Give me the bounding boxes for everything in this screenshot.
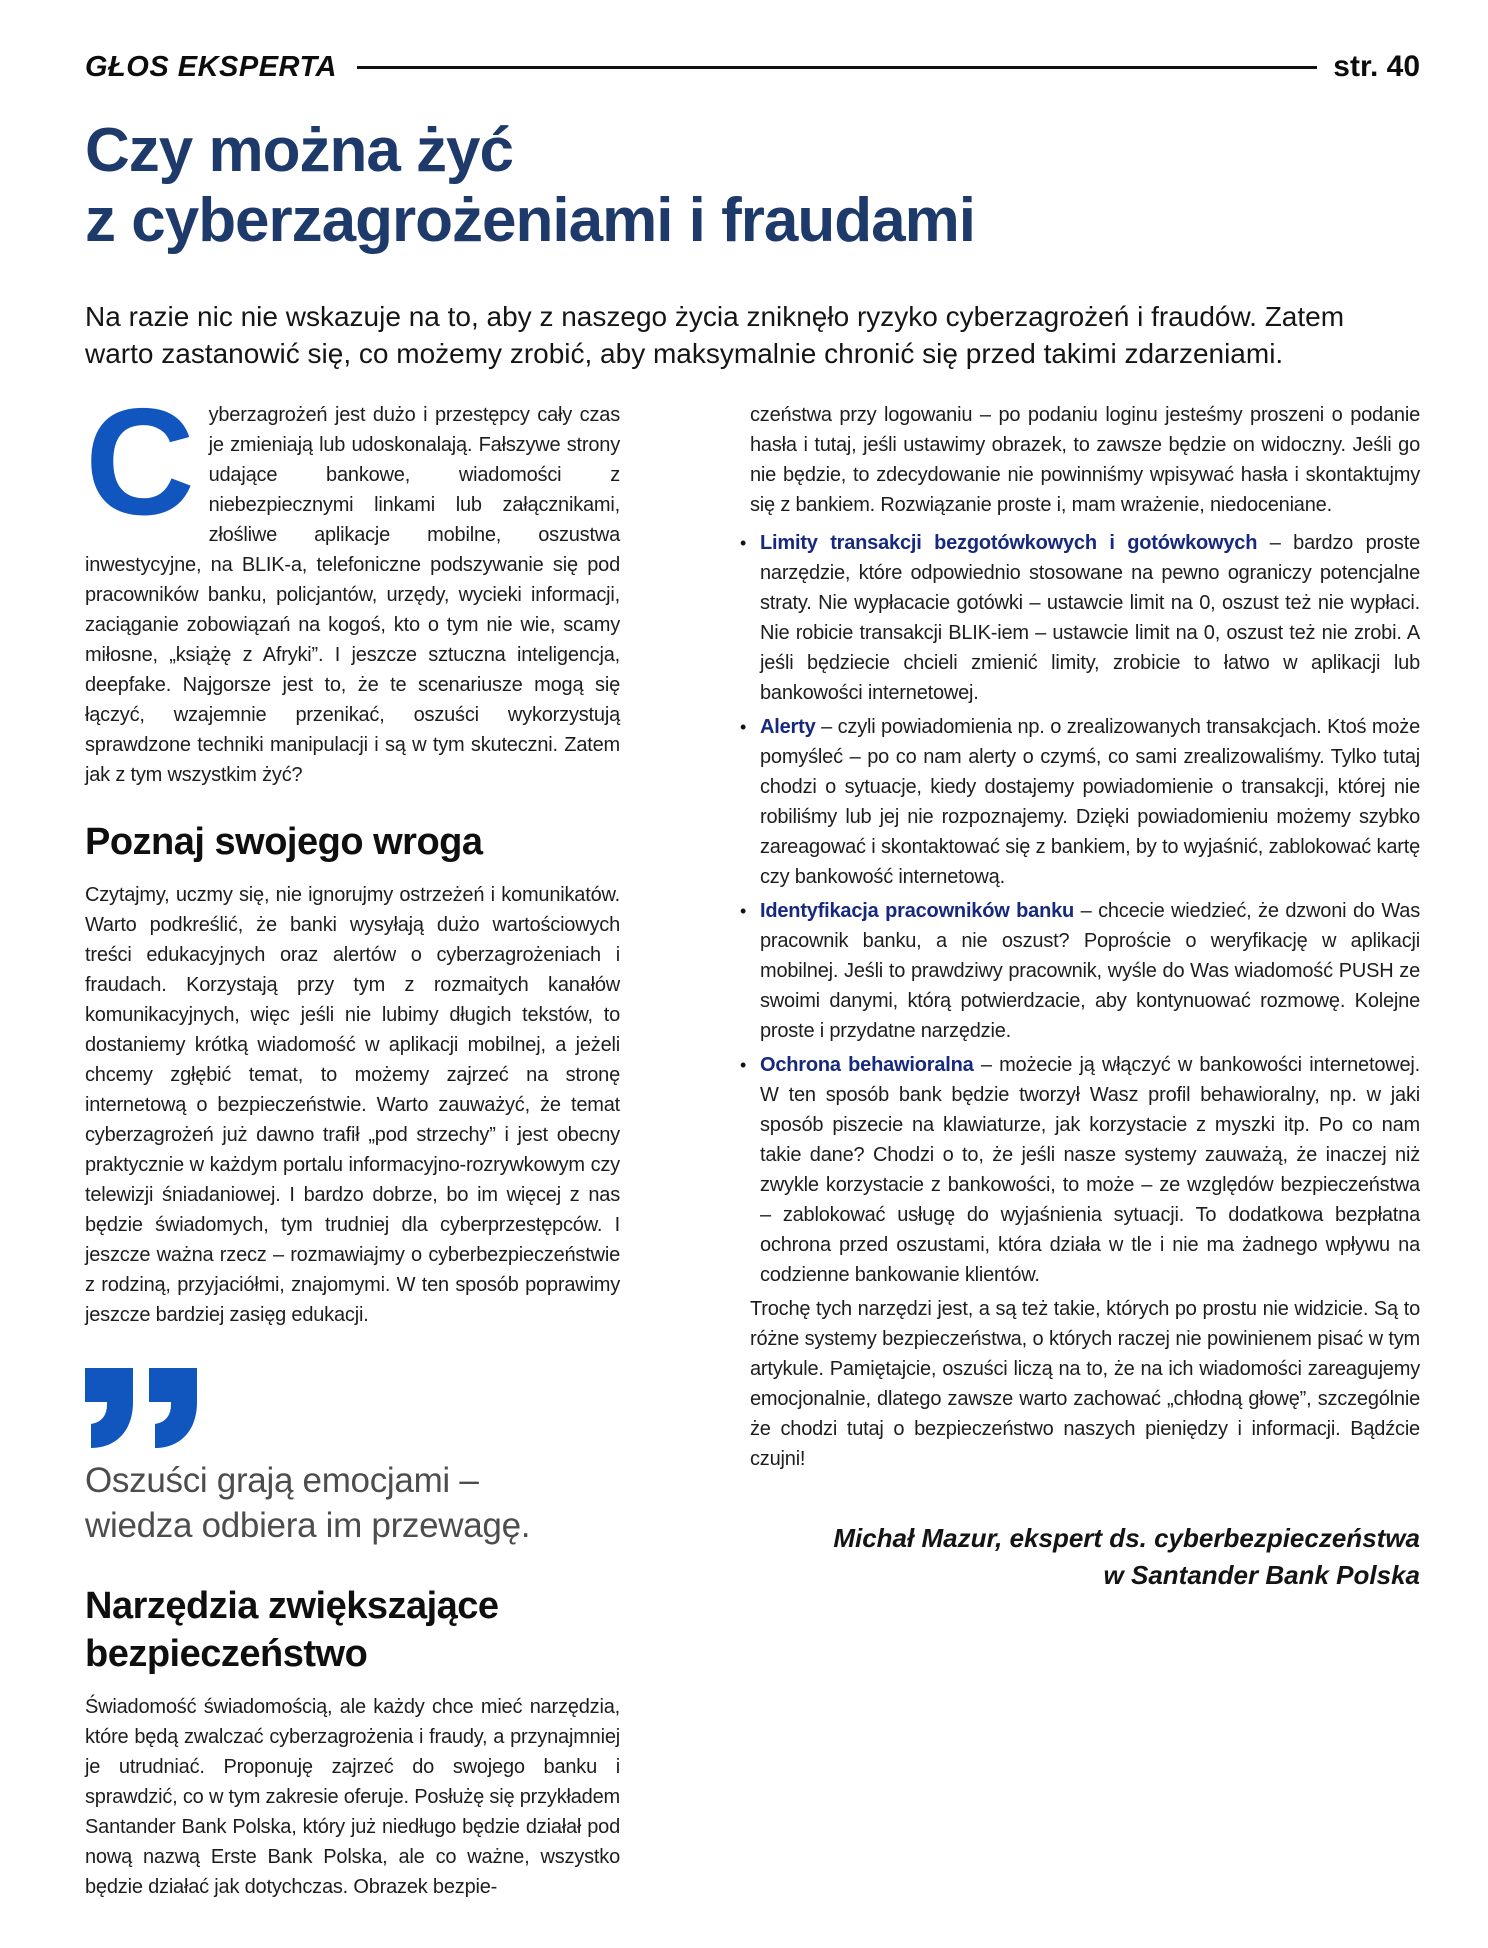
section-heading-know-your-enemy: Poznaj swojego wroga	[85, 820, 483, 863]
bullet-lead: Ochrona behawioralna	[760, 1053, 974, 1076]
security-tools-list	[750, 528, 1420, 1290]
list-item-behavioral-protection	[760, 1050, 1420, 1290]
right-column	[750, 400, 1420, 1902]
awareness-paragraph: Świadomość świadomością, ale każdy chce mieć narzędzia, które będą zwalczać cyberzagrożenia i fraudy, a przynajmniej je utrudniać. Proponuję zajrzeć do swojego banku i sprawdzić, co w tym zakresie oferuje. Posłużę się przykładem Santander Bank Polska, który już niedługo będzie działał pod nową nazwą Erste Bank Polska, ale co ważne, wszystko będzie działać jak dotychczas. Obrazek bezpie-	[85, 1695, 620, 1898]
bullet-text: – czyli powiadomienia np. o zrealizowanych transakcjach. Ktoś może pomyśleć – po co nam alerty o czymś, co sami zrealizowaliśmy. Tylko tutaj chodzi o sytuacje, kiedy dostajemy powiadomienie o transakcji, której nie robiliśmy lub jej nie rozpoznajemy. Dzięki powiadomieniu możemy szybko zareagować i skontaktować się z bankiem, by to wyjaśnić, zablokować kartę czy bankowość internetową.	[760, 715, 1420, 888]
pull-quote-text	[85, 1458, 620, 1548]
bullet-lead: Alerty	[760, 715, 816, 738]
quote-icon	[85, 1368, 203, 1448]
bullet-text: – możecie ją włączyć w bankowości internetowej. W ten sposób bank będzie tworzył Wasz profil behawioralny, np. w jaki sposób piszecie na klawiaturze, jak korzystacie z myszki itp. Po co nam takie dane? Chodzi o to, że jeśli nasze systemy zauważą, że inaczej niż zwykle korzystacie z bankowości, to może – ze względów bezpieczeństwa – zablokować usługę do wyjaśnienia sytuacji. To dodatkowa bezpłatna ochrona przed oszustami, która działa w tle i nie ma żadnego wpływu na codzienne bankowanie klientów.	[760, 1053, 1421, 1286]
bullet-lead: Limity transakcji bezgotówkowych i gotówkowych	[760, 531, 1258, 554]
title-line-2: z cyberzagrożeniami i fraudami	[85, 186, 975, 255]
lede-paragraph: Na razie nic nie wskazuje na to, aby z naszego życia zniknęło ryzyko cyberzagrożeń i fraudów. Zatem warto zastanowić się, co możemy zrobić, aby maksymalnie chronić się przed takimi zdarzeniami.	[85, 300, 1345, 369]
closing-paragraph: Trochę tych narzędzi jest, a są też takie, których po prostu nie widzicie. Są to różne systemy bezpieczeństwa, o których raczej nie powinienem pisać w tym artykule. Pamiętajcie, oszuści liczą na to, że na ich wiadomości zareagujemy emocjonalnie, dlatego zawsze warto zachować „chłodną głowę”, szczególnie że chodzi tutaj o bezpieczeństwo naszych pieniędzy i informacji. Bądźcie czujni!	[750, 1297, 1420, 1470]
bullet-text: – chcecie wiedzieć, że dzwoni do Was pracownik banku, a nie oszust? Poproście o weryfikację w aplikacji mobilnej. Jeśli to prawdziwy pracownik, wyśle do Was wiadomość PUSH ze swoimi danymi, którą potwierdzacie, aby kontynuować rozmowę. Kolejne proste i przydatne narzędzie.	[760, 899, 1420, 1042]
pull-quote-block	[85, 1368, 620, 1548]
signature-line-1: Michał Mazur, ekspert ds. cyberbezpieczeństwa	[833, 1522, 1420, 1553]
header-rule	[357, 66, 1317, 69]
page-header	[85, 50, 1420, 84]
left-column	[85, 376, 620, 1902]
author-signature	[750, 1520, 1420, 1594]
list-item-limits	[760, 528, 1420, 708]
drop-cap: C	[85, 376, 195, 547]
pull-quote-line-1: Oszuści grają emocjami –	[85, 1460, 479, 1500]
list-item-employee-verification	[760, 896, 1420, 1046]
section-label: GŁOS EKSPERTA	[85, 50, 337, 83]
tools-heading-line-2: bezpieczeństwo	[85, 1632, 368, 1675]
continuation-paragraph: czeństwa przy logowaniu – po podaniu loginu jesteśmy proszeni o podanie hasła i tutaj, jeśli ustawimy obrazek, to zawsze będzie on widoczny. Jeśli go nie będzie, to zdecydowanie nie powinniśmy wpisywać hasła i skontaktujmy się z bankiem. Rozwiązanie proste i, mam wrażenie, niedoceniane.	[750, 403, 1420, 516]
article-title	[85, 116, 1420, 256]
section-heading-tools	[85, 1582, 620, 1678]
bullet-lead: Identyfikacja pracowników banku	[760, 899, 1075, 922]
opening-paragraph	[85, 376, 620, 790]
education-paragraph: Czytajmy, uczmy się, nie ignorujmy ostrzeżeń i komunikatów. Warto podkreślić, że banki wysyłają dużo wartościowych treści edukacyjnych oraz alertów o cyberzagrożeniach i fraudach. Korzystają przy tym z rozmaitych kanałów komunikacyjnych, więc jeśli nie lubimy długich tekstów, to dostaniemy krótką wiadomość w aplikacji mobilnej, a jeżeli chcemy zgłębić temat, to możemy zajrzeć na stronę internetową o bezpieczeństwie. Warto zauważyć, że temat cyberzagrożeń już dawno trafił „pod strzechy” i jest obecny praktycznie w każdym portalu informacyjno-rozrywkowym czy telewizji śniadaniowej. I bardzo dobrze, bo im więcej z nas będzie świadomych, tym trudniej dla cyberprzestępców. I jeszcze ważna rzecz – rozmawiajmy o cyberbezpieczeństwie z rodziną, przyjaciółmi, znajomymi. W ten sposób poprawimy jeszcze bardziej zasięg edukacji.	[85, 883, 620, 1326]
list-item-alerts	[760, 712, 1420, 892]
article-columns	[85, 376, 1421, 1902]
bullet-text: – bardzo proste narzędzie, które odpowiednio stosowane na pewno ograniczy potencjalne straty. Nie wypłacacie gotówki – ustawcie limit na 0, oszust też nie wypłaci. Nie robicie transakcji BLIK-iem – ustawcie limit na 0, oszust też nie zrobi. A jeśli będziecie chcieli zmienić limity, zrobicie to łatwo w aplikacji lub bankowości internetowej.	[760, 531, 1420, 704]
title-line-1: Czy można żyć	[85, 116, 514, 185]
tools-heading-line-1: Narzędzia zwiększające	[85, 1584, 499, 1627]
page-number: str. 40	[1333, 50, 1420, 83]
pull-quote-line-2: wiedza odbiera im przewagę.	[85, 1505, 531, 1545]
opening-paragraph-text: yberzagrożeń jest dużo i przestępcy cały czas je zmieniają lub udoskonalają. Fałszywe strony udające bankowe, wiadomości z niebezpiecznymi linkami lub załącznikami, złośliwe aplikacje mobilne, oszustwa inwestycyjne, na BLIK-a, telefoniczne podszywanie się pod pracowników banku, policjantów, urzędy, wycieki informacji, zaciąganie zobowiązań na kogoś, kto o tym nie wie, scamy miłosne, „książę z Afryki”. I jeszcze sztuczna inteligencja, deepfake. Najgorsze jest to, że te scenariusze mogą się łączyć, wzajemnie przenikać, oszuści wykorzystują sprawdzone techniki manipulacji i są w tym skuteczni. Zatem jak z tym wszystkim żyć?	[85, 403, 620, 786]
signature-line-2: w Santander Bank Polska	[1103, 1559, 1420, 1590]
